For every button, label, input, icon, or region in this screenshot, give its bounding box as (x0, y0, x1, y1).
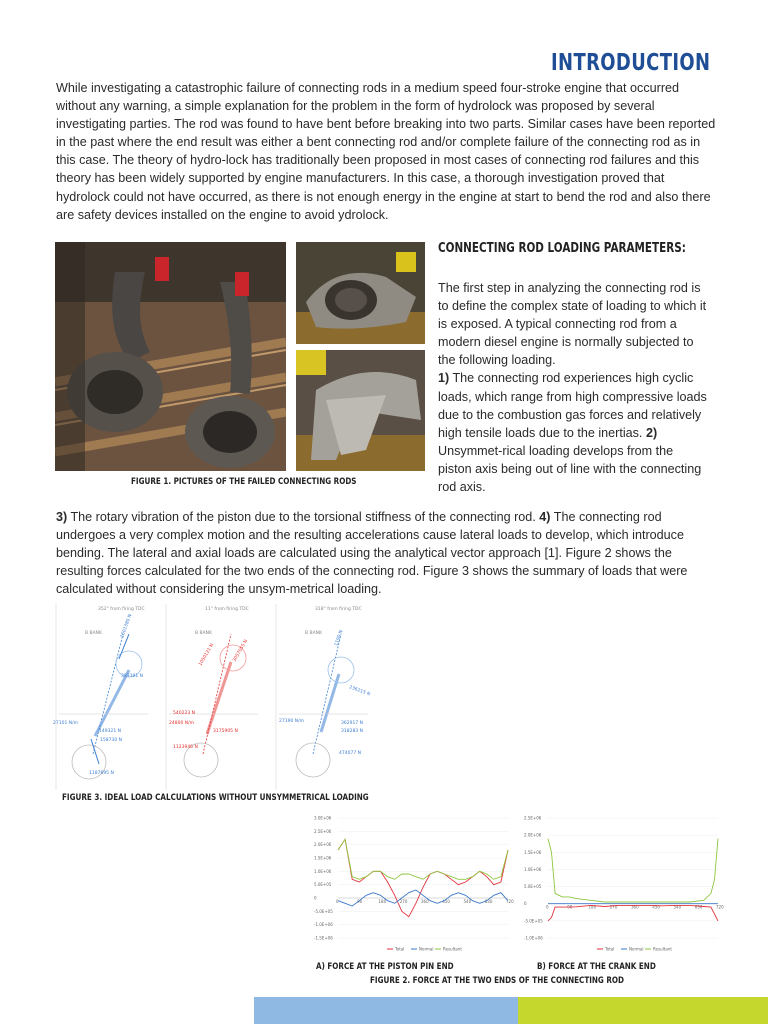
x-tick-label: 630 (484, 899, 493, 904)
force-label: 1601380 N (120, 613, 134, 639)
panel-header: 318° from firing TDC (315, 607, 362, 612)
legend-label: Resultant (443, 946, 462, 952)
force-label: 149321 N (99, 729, 121, 734)
load-diagram-318 (276, 604, 371, 790)
x-tick-label: 0 (546, 904, 549, 910)
y-tick-label: 2.5E+06 (314, 828, 332, 834)
force-label: 3057055 N (232, 638, 250, 663)
y-tick-label: -5.0E+05 (524, 918, 543, 924)
loading-description (438, 279, 710, 496)
intro-paragraph: While investigating a catastrophic failure of connecting rods in a medium speed four-stroke engine that occurred without any warning, a simple explanation for the problem in the form of hydrolock was proposed by several investigating parties. The rod was found to have bent before breaking into two parts. Similar cases have been reported in the past where the end result was either a bent connecting rod and/or complete failure of the connecting rod as in this case. The theory of hydro-lock has traditionally been proposed in most cases of connecting rod failures and this theory has been widely supported by engine manufacturers. In this case, a thorough investigation proved that hydrolock could not have occurred, as there is not enough energy in the engine at start to bend the rod and also there are safety devices installed on the engine to avoid ydrolock. (56, 81, 716, 222)
x-tick-label: 180 (588, 904, 597, 910)
force-label: 362917 N (341, 721, 363, 726)
figure2b-caption: B) FORCE AT THE CRANK END (537, 962, 656, 972)
y-tick-label: 0 (314, 895, 317, 901)
y-tick-label: 3.0E+06 (314, 815, 332, 821)
y-tick-label: 1.0E+06 (524, 866, 542, 872)
panel-bank: B BANK (305, 631, 323, 636)
y-tick-label: 0 (524, 901, 527, 907)
x-tick-label: 270 (609, 904, 618, 910)
load-diagram-352 (53, 604, 148, 790)
item4-number: 4) (539, 510, 551, 524)
force-label: 236215 N (348, 685, 371, 698)
page-title: INTRODUCTION (550, 50, 710, 76)
force-label: 540223 N (173, 711, 195, 716)
broken-rod-end-photo (296, 242, 425, 344)
force-label: 3175905 N (213, 729, 238, 734)
force-label: 27101 N/m (53, 721, 79, 726)
item1-number: 1) (438, 371, 450, 386)
force-label: 27190 N/m (279, 719, 305, 724)
chart-crank-end (522, 810, 724, 955)
x-tick-label: 0 (336, 899, 339, 904)
section-subheading: CONNECTING ROD LOADING PARAMETERS: (438, 241, 686, 256)
force-label: 318283 N (341, 729, 363, 734)
y-tick-label: 2.0E+06 (314, 842, 332, 848)
force-label: 474077 N (339, 751, 361, 756)
figure3-load-diagrams (53, 604, 395, 790)
force-label: 1123946 N (173, 745, 198, 750)
item2-text: Unsymmet-rical loading develops from the piston axis being out of line with the connecting rod axis. (438, 443, 702, 495)
y-tick-label: 1.0E+06 (314, 868, 332, 874)
panel-bank: B BANK (85, 631, 103, 636)
item3-text: The rotary vibration of the piston due to the torsional stiffness of the connecting rod. (67, 510, 540, 524)
item1-text: The connecting rod experiences high cyclic loads, which range from high compressive loads due to the combustion gas forces and relatively high tensile loads due to the inertias. (438, 371, 707, 440)
x-tick-label: 450 (442, 899, 450, 904)
figure1-caption: FIGURE 1. PICTURES OF THE FAILED CONNECTING RODS (131, 477, 357, 487)
x-tick-label: 630 (694, 904, 703, 910)
x-tick-label: 540 (673, 904, 682, 910)
force-label: 24800 N/m (169, 721, 195, 726)
figure2a-caption: A) FORCE AT THE PISTON PIN END (316, 962, 454, 972)
x-tick-label: 90 (357, 899, 363, 904)
failed-rods-photo (55, 242, 286, 471)
x-tick-label: 180 (378, 899, 387, 904)
bent-rod-closeup-photo (296, 350, 425, 471)
y-tick-label: 2.0E+06 (524, 832, 542, 838)
chart-piston-pin-end (312, 810, 514, 955)
y-tick-label: -1.0E+06 (314, 922, 333, 928)
y-tick-label: -5.0E+05 (314, 908, 333, 914)
force-label: 1187695 N (89, 771, 114, 776)
x-tick-label: 720 (506, 899, 514, 904)
force-label: 158730 N (100, 738, 122, 743)
legend-label: Resultant (653, 946, 672, 952)
panel-bank: B BANK (195, 631, 213, 636)
y-tick-label: 1.5E+06 (314, 855, 332, 861)
y-tick-label: 2.5E+06 (524, 815, 542, 821)
x-tick-label: 270 (399, 899, 408, 904)
legend-label: Normal (629, 946, 644, 952)
force-label: 1190 N (334, 629, 345, 647)
x-tick-label: 720 (716, 904, 724, 910)
y-tick-label: -1.0E+06 (524, 935, 543, 941)
figure3-caption: FIGURE 3. IDEAL LOAD CALCULATIONS WITHOUT UNSYMMETRICAL LOADING (62, 793, 369, 803)
series-line (548, 839, 718, 902)
panel-header: 11° from firing TDC (205, 607, 249, 612)
x-tick-label: 360 (421, 899, 429, 904)
y-tick-label: -1.5E+06 (314, 935, 333, 941)
x-tick-label: 540 (463, 899, 472, 904)
y-tick-label: 1.5E+06 (524, 849, 542, 855)
legend-label: Total (605, 946, 615, 952)
figure2-caption: FIGURE 2. FORCE AT THE TWO ENDS OF THE CONNECTING ROD (370, 976, 624, 986)
x-tick-label: 360 (631, 904, 639, 910)
item3-number: 3) (56, 510, 68, 524)
force-label: 383391 N (121, 674, 143, 679)
item4-text: The connecting rod undergoes a very complex motion and the resulting accelerations cause lateral loads to develop, which introduce bending. The lateral and axial loads are calculated using the analytical vector approach [1]. Figure 2 shows the resulting forces calculated for the two ends of the connecting rod. Figure 3 shows the summary of loads that were calculated without considering the unsym-metrical loading. (56, 510, 688, 597)
legend-label: Total (395, 946, 405, 952)
legend-label: Normal (419, 946, 434, 952)
force-label: 1050121 N (198, 642, 216, 667)
y-tick-label: 5.0E+05 (524, 884, 542, 890)
footer-blue-bar (254, 997, 518, 1024)
panel-header: 352° from firing TDC (98, 607, 145, 612)
footer-green-bar (518, 997, 768, 1024)
y-tick-label: 5.0E+05 (314, 882, 332, 888)
x-tick-label: 90 (567, 904, 573, 910)
x-tick-label: 450 (652, 904, 660, 910)
item2-number: 2) (645, 425, 658, 440)
load-diagram-11 (166, 604, 258, 790)
lower-paragraph (56, 508, 716, 598)
loading-intro-text: The first step in analyzing the connecting rod is to define the complex state of loading to which it is exposed. A typical connecting rod from a modern diesel engine is normally subjected to the following loading. (438, 281, 707, 368)
